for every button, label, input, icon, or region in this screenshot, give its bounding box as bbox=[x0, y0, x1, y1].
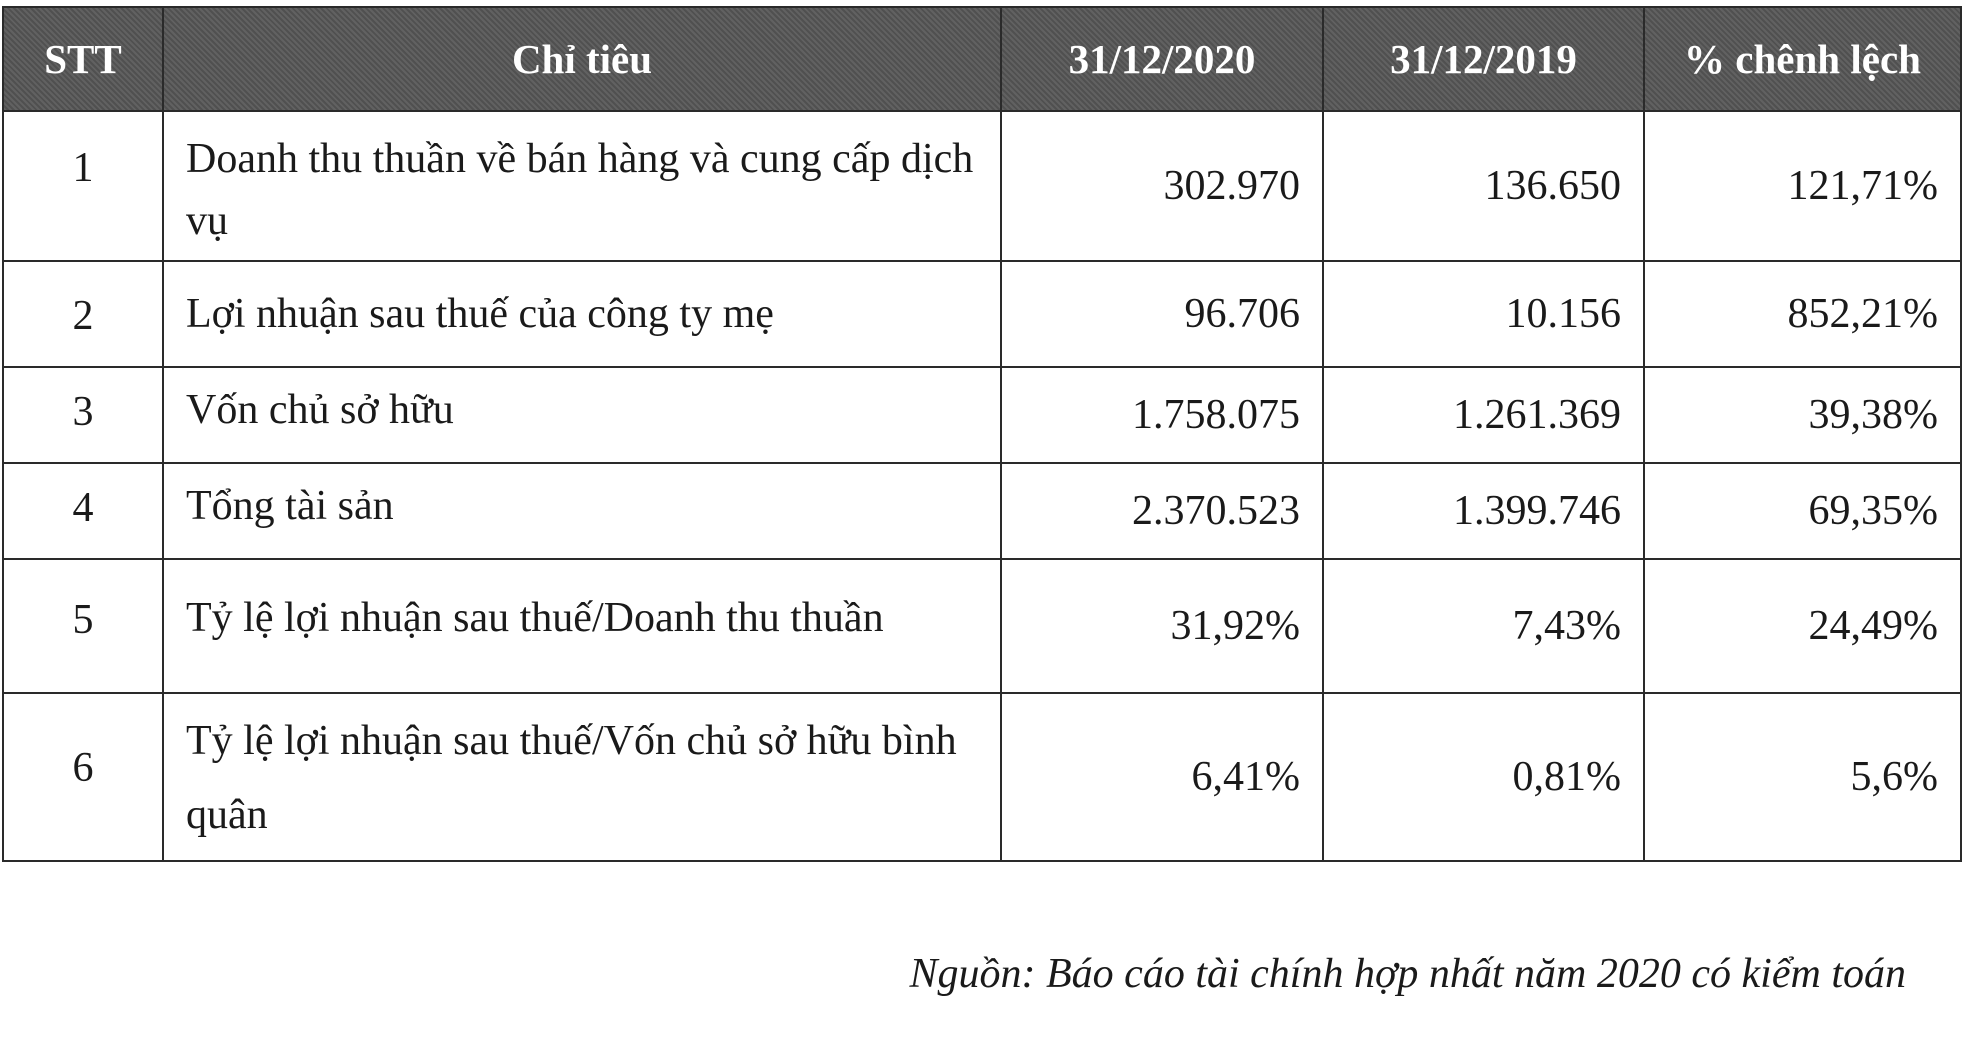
cell-indicator: Vốn chủ sở hữu bbox=[163, 367, 1001, 463]
table-header bbox=[3, 7, 1961, 111]
cell-2020: 96.706 bbox=[1001, 261, 1323, 367]
cell-2020: 31,92% bbox=[1001, 559, 1323, 693]
cell-2019: 1.399.746 bbox=[1323, 463, 1644, 559]
table-row bbox=[3, 559, 1961, 693]
table-row bbox=[3, 261, 1961, 367]
table-row bbox=[3, 111, 1961, 261]
cell-diff: 5,6% bbox=[1644, 693, 1961, 861]
source-note: Nguồn: Báo cáo tài chính hợp nhất năm 2020 có kiểm toán bbox=[909, 951, 1906, 997]
header-stt: STT bbox=[3, 7, 163, 111]
cell-indicator: Lợi nhuận sau thuế của công ty mẹ bbox=[163, 261, 1001, 367]
cell-2019: 7,43% bbox=[1323, 559, 1644, 693]
table-row bbox=[3, 693, 1961, 861]
cell-stt: 5 bbox=[3, 559, 163, 693]
cell-2020: 1.758.075 bbox=[1001, 367, 1323, 463]
header-2019: 31/12/2019 bbox=[1323, 7, 1644, 111]
cell-diff: 39,38% bbox=[1644, 367, 1961, 463]
header-2020: 31/12/2020 bbox=[1001, 7, 1323, 111]
header-diff: % chênh lệch bbox=[1644, 7, 1961, 111]
cell-indicator: Tỷ lệ lợi nhuận sau thuế/Doanh thu thuần bbox=[163, 559, 1001, 693]
table-row bbox=[3, 367, 1961, 463]
financial-table-container bbox=[2, 6, 1960, 862]
cell-diff: 24,49% bbox=[1644, 559, 1961, 693]
cell-stt: 2 bbox=[3, 261, 163, 367]
cell-diff: 69,35% bbox=[1644, 463, 1961, 559]
financial-summary-table bbox=[2, 6, 1962, 862]
cell-stt: 3 bbox=[3, 367, 163, 463]
cell-indicator: Doanh thu thuần về bán hàng và cung cấp dịch vụ bbox=[163, 111, 1001, 261]
header-indicator: Chỉ tiêu bbox=[163, 7, 1001, 111]
cell-2020: 6,41% bbox=[1001, 693, 1323, 861]
cell-2020: 2.370.523 bbox=[1001, 463, 1323, 559]
cell-indicator: Tổng tài sản bbox=[163, 463, 1001, 559]
cell-stt: 6 bbox=[3, 693, 163, 861]
cell-diff: 852,21% bbox=[1644, 261, 1961, 367]
cell-2019: 1.261.369 bbox=[1323, 367, 1644, 463]
cell-2020: 302.970 bbox=[1001, 111, 1323, 261]
header-row bbox=[3, 7, 1961, 111]
cell-stt: 1 bbox=[3, 111, 163, 261]
cell-2019: 0,81% bbox=[1323, 693, 1644, 861]
cell-indicator: Tỷ lệ lợi nhuận sau thuế/Vốn chủ sở hữu bình quân bbox=[163, 693, 1001, 861]
cell-2019: 10.156 bbox=[1323, 261, 1644, 367]
table-row bbox=[3, 463, 1961, 559]
cell-stt: 4 bbox=[3, 463, 163, 559]
cell-2019: 136.650 bbox=[1323, 111, 1644, 261]
cell-diff: 121,71% bbox=[1644, 111, 1961, 261]
table-body bbox=[3, 111, 1961, 861]
